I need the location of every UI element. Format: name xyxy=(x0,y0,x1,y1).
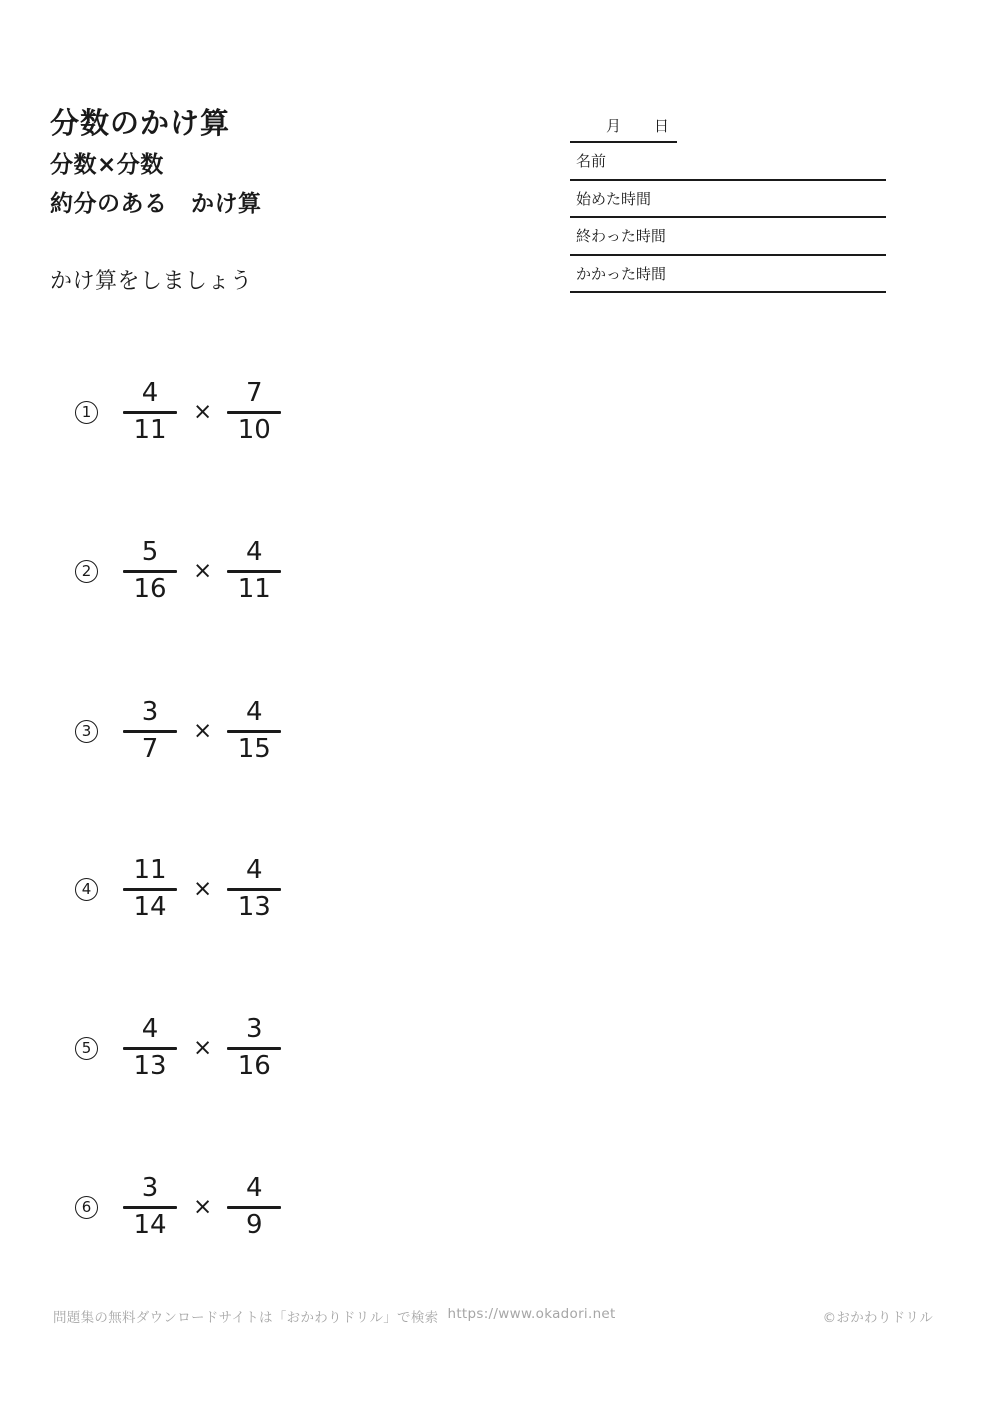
fraction-first xyxy=(123,698,177,763)
fraction-bar xyxy=(123,888,177,891)
numerator: 4 xyxy=(246,855,263,886)
fraction-bar xyxy=(123,411,177,414)
multiplication-sign: × xyxy=(193,718,213,744)
numerator: 4 xyxy=(246,697,263,728)
numerator: 4 xyxy=(141,378,159,409)
multiplication-sign: × xyxy=(193,876,213,902)
footer-copyright: ©おかわりドリル xyxy=(822,1310,933,1326)
numerator: 4 xyxy=(141,1014,159,1045)
footer-url: https://www.okadori.net xyxy=(447,1306,616,1322)
denominator: 14 xyxy=(133,891,167,922)
multiplication-sign: × xyxy=(193,1035,213,1061)
problem-number-circled: 3 xyxy=(75,720,98,743)
day-label: 日 xyxy=(654,117,670,135)
footer-search-text: 問題集の無料ダウンロードサイトは「おかわりドリル」で検索 xyxy=(53,1310,439,1326)
denominator: 10 xyxy=(237,414,271,445)
subtitle-fraction-times-fraction: 分数×分数 xyxy=(50,152,164,178)
fraction-first xyxy=(123,538,177,603)
fraction-bar xyxy=(227,1047,281,1050)
month-label: 月 xyxy=(606,117,622,135)
problem-row-2 xyxy=(75,538,281,604)
denominator: 16 xyxy=(133,573,167,604)
elapsed-time-label: かかった時間 xyxy=(576,264,667,283)
fraction-first xyxy=(123,1015,177,1080)
fraction-bar xyxy=(123,1206,177,1209)
problem-number-circled: 1 xyxy=(75,401,98,424)
fraction-second xyxy=(227,1174,281,1239)
instruction-text: かけ算をしましょう xyxy=(50,269,253,294)
problem-row-6 xyxy=(75,1174,281,1240)
fraction-second xyxy=(227,379,281,444)
fraction-second xyxy=(227,856,281,921)
subtitle-with-reduction: 約分のある かけ算 xyxy=(50,191,262,217)
footer-site-info xyxy=(53,1306,616,1326)
numerator: 4 xyxy=(246,1173,263,1204)
start-time-row xyxy=(570,181,886,219)
numerator: 11 xyxy=(133,855,167,886)
problem-number-circled: 4 xyxy=(75,878,98,901)
multiplication-sign: × xyxy=(193,558,213,584)
numerator: 7 xyxy=(246,378,263,409)
denominator: 15 xyxy=(237,733,271,764)
numerator: 4 xyxy=(246,537,263,568)
denominator: 9 xyxy=(246,1209,263,1240)
name-label: 名前 xyxy=(576,152,607,171)
problem-number-circled: 5 xyxy=(75,1037,98,1060)
numerator: 3 xyxy=(141,697,159,728)
end-time-label: 終わった時間 xyxy=(576,227,666,246)
end-time-row xyxy=(570,218,886,256)
elapsed-time-row xyxy=(570,256,886,294)
problem-row-4 xyxy=(75,856,281,922)
problem-row-1 xyxy=(75,379,281,445)
page-title: 分数のかけ算 xyxy=(50,106,231,140)
numerator: 3 xyxy=(246,1014,263,1045)
problem-row-3 xyxy=(75,698,281,764)
denominator: 7 xyxy=(141,733,159,764)
multiplication-sign: × xyxy=(193,1194,213,1220)
multiplication-sign: × xyxy=(193,399,213,425)
name-row xyxy=(570,143,886,181)
fraction-bar xyxy=(227,1206,281,1209)
fraction-first xyxy=(123,379,177,444)
denominator: 11 xyxy=(133,414,167,445)
denominator: 13 xyxy=(133,1050,167,1081)
fraction-bar xyxy=(227,411,281,414)
info-box xyxy=(570,110,886,293)
fraction-bar xyxy=(123,730,177,733)
fraction-bar xyxy=(123,1047,177,1050)
fraction-second xyxy=(227,1015,281,1080)
date-row xyxy=(570,110,677,143)
denominator: 16 xyxy=(237,1050,271,1081)
start-time-label: 始めた時間 xyxy=(576,189,652,208)
fraction-bar xyxy=(227,570,281,573)
numerator: 5 xyxy=(141,537,159,568)
fraction-bar xyxy=(123,570,177,573)
denominator: 13 xyxy=(237,891,271,922)
problem-number-circled: 2 xyxy=(75,560,98,583)
problem-number-circled: 6 xyxy=(75,1196,98,1219)
denominator: 14 xyxy=(133,1209,167,1240)
fraction-first xyxy=(123,1174,177,1239)
numerator: 3 xyxy=(141,1173,159,1204)
fraction-second xyxy=(227,698,281,763)
fraction-bar xyxy=(227,888,281,891)
fraction-second xyxy=(227,538,281,603)
fraction-first xyxy=(123,856,177,921)
problem-row-5 xyxy=(75,1015,281,1081)
fraction-bar xyxy=(227,730,281,733)
denominator: 11 xyxy=(237,573,271,604)
